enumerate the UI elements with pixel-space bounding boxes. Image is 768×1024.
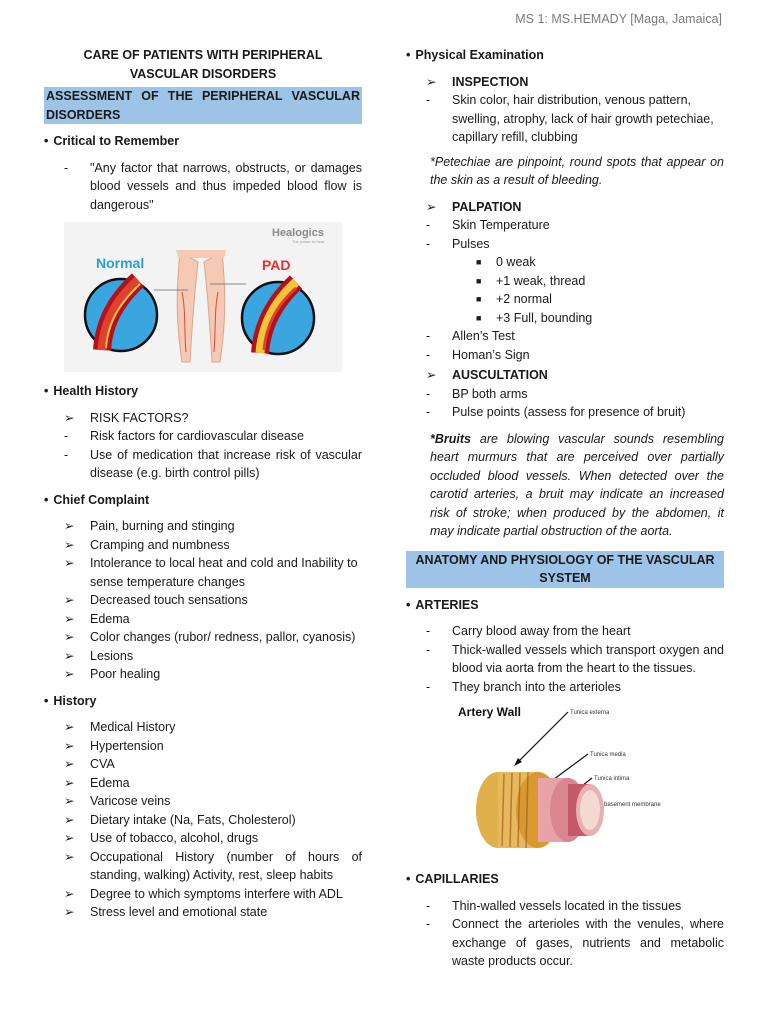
list-item: ➢ Edema — [44, 610, 362, 629]
palpation-tests-list — [406, 327, 724, 364]
list-item: - Skin color, hair distribution, venous pattern, swelling, atrophy, lack of hair growth petechiae, capillary refill, clubbing — [426, 93, 714, 144]
list-item: ➢ Stress level and emotional state — [44, 903, 362, 922]
arrow-bullet-icon: ➢ — [64, 738, 75, 753]
bullet-icon: • — [44, 492, 49, 507]
healogics-tagline: The power to heal — [292, 239, 325, 244]
list-item: ➢ RISK FACTORS? — [44, 409, 362, 428]
list-item: ■ 0 weak — [406, 253, 724, 272]
arrow-bullet-icon: ➢ — [64, 757, 75, 771]
list-item: ➢ Poor healing — [44, 665, 362, 684]
list-item: ➢ Degree to which symptoms interfere with ADL — [44, 885, 362, 904]
list-item: ➢ Varicose veins — [44, 792, 362, 811]
list-item: ■ +1 weak, thread — [406, 272, 724, 291]
arrow-bullet-icon: ➢ — [64, 667, 75, 681]
palpation-heading: ➢ PALPATION — [406, 198, 724, 217]
arrow-bullet-icon: ➢ — [426, 199, 437, 214]
anatomy-banner: ANATOMY AND PHYSIOLOGY OF THE VASCULAR SYSTEM — [406, 551, 724, 588]
arteries-heading: • ARTERIES — [406, 597, 479, 612]
left-column — [44, 44, 362, 922]
square-bullet-icon: ■ — [476, 294, 482, 304]
list-item: - Pulse points (assess for presence of bruit) — [426, 405, 686, 419]
normal-label: Normal — [96, 255, 145, 271]
list-item: ➢ Medical History — [44, 718, 362, 737]
arrow-bullet-icon: ➢ — [64, 720, 75, 734]
list-item: - Connect the arterioles with the venules, where exchange of gases, nutrients and metabolic waste products occur. — [426, 917, 724, 968]
list-item: ➢ Color changes (rubor/ redness, pallor, cyanosis) — [44, 628, 362, 647]
hips — [176, 250, 226, 258]
arrow-bullet-icon: ➢ — [64, 849, 75, 864]
arrow-bullet-icon: ➢ — [64, 519, 75, 533]
health-history-heading: • Health History — [44, 384, 139, 398]
critical-heading: • Critical to Remember — [44, 134, 180, 148]
list-item: ➢ Intolerance to local heat and cold and Inability to sense temperature changes — [64, 556, 358, 589]
list-item: - Carry blood away from the heart — [426, 624, 631, 638]
pad-artery-circle — [242, 282, 314, 354]
arrow-bullet-icon: ➢ — [426, 74, 437, 89]
healogics-logo: Healogics — [272, 227, 324, 239]
list-item: - Homan’s Sign — [426, 347, 530, 362]
arrow-bullet-icon: ➢ — [64, 905, 75, 919]
list-item: - Use of medication that increase risk of vascular disease (e.g. birth control pills) — [64, 447, 362, 480]
inspection-heading: ➢ INSPECTION — [406, 73, 724, 92]
list-item: ➢ Hypertension — [44, 737, 362, 756]
pad-illustration — [64, 222, 342, 372]
history-list — [44, 718, 362, 922]
square-bullet-icon: ■ — [476, 312, 482, 323]
square-bullet-icon: ■ — [476, 275, 482, 286]
right-column — [406, 44, 724, 971]
document-title: CARE OF PATIENTS WITH PERIPHERAL VASCULAR DISORDERS — [83, 48, 323, 81]
bullet-icon: • — [406, 48, 411, 62]
artery-wall-illustration — [454, 702, 670, 862]
list-item: - Allen’s Test — [426, 329, 515, 343]
list-item: ➢ CVA — [44, 755, 362, 774]
list-item: ➢ Use of tobacco, alcohol, drugs — [44, 829, 362, 848]
list-item: ➢ Dietary intake (Na, Fats, Cholesterol) — [44, 811, 362, 830]
list-item: - BP both arms — [426, 386, 528, 401]
arrow-bullet-icon: ➢ — [64, 410, 75, 425]
list-item: - Thick-walled vessels which transport oxygen and blood via aorta from the heart to the tissues. — [426, 642, 724, 675]
list-item: - Skin Temperature — [426, 218, 550, 232]
inspection-list — [406, 91, 724, 147]
page-header: MS 1: MS.HEMADY [Maga, Jamaica] — [515, 12, 722, 26]
capillaries-heading: • CAPILLARIES — [406, 872, 499, 886]
list-item: ■ +2 normal — [406, 290, 724, 309]
normal-artery-circle — [85, 279, 157, 351]
critical-list — [44, 159, 362, 215]
list-item: - Risk factors for cardiovascular disease — [64, 429, 304, 443]
basement-membrane-label: basement membrane — [604, 802, 661, 808]
list-item: ➢ Cramping and numbness — [44, 536, 362, 555]
arteries-list — [406, 622, 724, 696]
arrow-bullet-icon: ➢ — [426, 368, 437, 382]
arrow-bullet-icon: ➢ — [64, 630, 75, 644]
arrow-bullet-icon: ➢ — [64, 611, 75, 626]
chief-complaint-list — [44, 517, 362, 684]
tunica-media-label: Tunica media — [590, 752, 626, 758]
bullet-icon: • — [44, 384, 49, 398]
arrow-bullet-icon: ➢ — [64, 794, 75, 808]
list-item: - Thin-walled vessels located in the tissues — [426, 898, 682, 913]
bullet-icon: • — [406, 597, 411, 612]
capillaries-list — [406, 897, 724, 971]
auscultation-list — [406, 385, 724, 422]
chief-complaint-heading: • Chief Complaint — [44, 492, 150, 507]
physical-exam-heading: • Physical Examination — [406, 48, 544, 62]
petechiae-note: *Petechiae are pinpoint, round spots that appear on the skin as a result of bleeding. — [430, 154, 724, 187]
bullet-icon: • — [44, 134, 49, 148]
list-item: ➢ Edema — [44, 774, 362, 793]
health-history-list — [44, 409, 362, 483]
arrow-bullet-icon: ➢ — [64, 648, 75, 663]
list-item: ➢ Occupational History (number of hours of standing, walking) Activity, rest, sleep habits — [64, 849, 362, 882]
tunica-externa-label: Tunica externa — [570, 710, 610, 716]
history-heading: • History — [44, 693, 97, 708]
square-bullet-icon: ■ — [476, 257, 482, 267]
bullet-icon: • — [406, 872, 411, 886]
list-item: - Pulses — [426, 236, 490, 251]
pad-label: PAD — [262, 257, 291, 273]
list-item: - They branch into the arterioles — [426, 679, 621, 694]
arrow-bullet-icon: ➢ — [64, 593, 75, 607]
assessment-banner: ASSESSMENT OF THE PERIPHERAL VASCULAR DISORDERS — [44, 87, 362, 124]
arrow-bullet-icon: ➢ — [64, 556, 75, 570]
artery-wall-title: Artery Wall — [458, 705, 521, 719]
pulse-grade-list — [406, 253, 724, 327]
bruits-note: *Bruits are blowing vascular sounds resembling heart murmurs that are perceived over partially occluded blood vessels. When detected over the carotid arteries, a bruit may indicate an increased risk of stroke; when produced by the abdomen, it may indicate partial obstruction of the aorta. — [430, 431, 724, 538]
tunica-intima-label: Tunica intima — [594, 776, 630, 782]
palpation-list — [406, 216, 724, 253]
arrow-bullet-icon: ➢ — [64, 812, 75, 827]
list-item: ➢ Decreased touch sensations — [44, 591, 362, 610]
list-item: - "Any factor that narrows, obstructs, or damages blood vessels and thus impeded blood flow is dangerous" — [64, 160, 362, 212]
bullet-icon: • — [44, 693, 49, 708]
artery-wall-diagram — [454, 702, 670, 862]
auscultation-heading: ➢ AUSCULTATION — [406, 366, 724, 385]
list-item: ➢ Pain, burning and stinging — [44, 517, 362, 536]
list-item: ■ +3 Full, bounding — [406, 309, 724, 328]
pad-diagram — [64, 222, 342, 372]
arrow-bullet-icon: ➢ — [64, 831, 75, 845]
arrow-bullet-icon: ➢ — [64, 775, 75, 790]
arrow-bullet-icon: ➢ — [64, 886, 75, 901]
arrow-bullet-icon: ➢ — [64, 537, 75, 552]
list-item: ➢ Lesions — [44, 647, 362, 666]
